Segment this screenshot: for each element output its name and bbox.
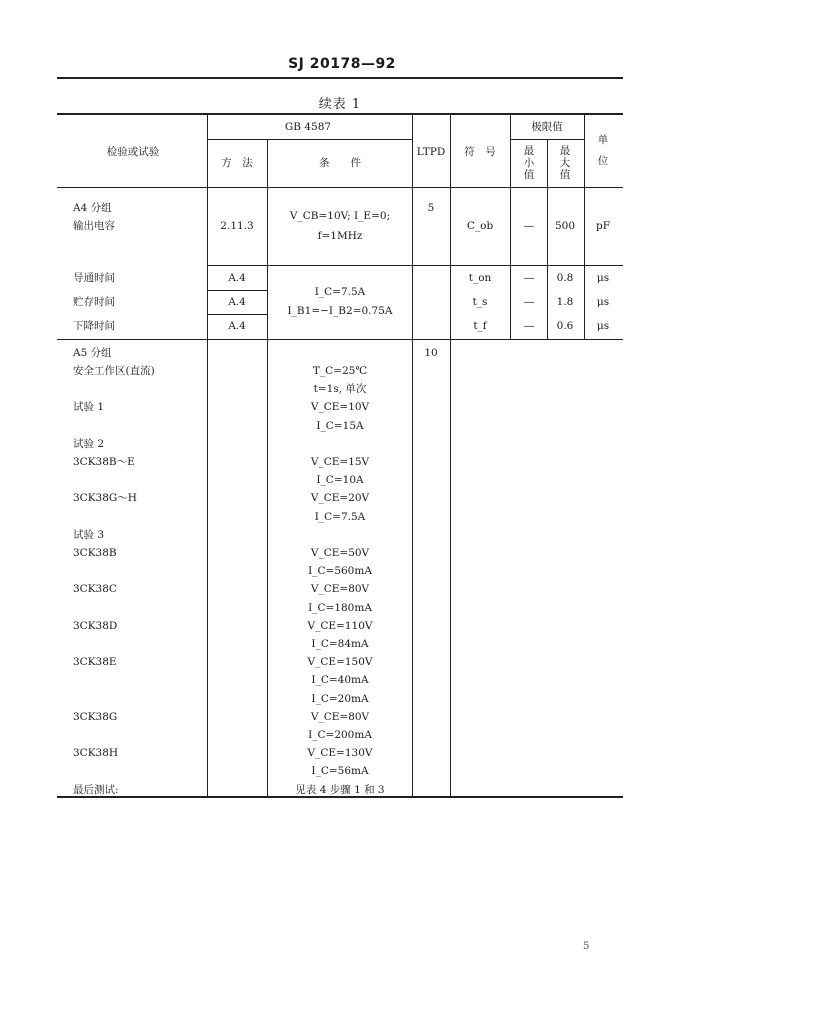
a5-condition: I_C=56mA — [311, 765, 369, 777]
a5-condition: I_C=180mA — [308, 602, 372, 614]
switch-item-fall: 下降时间 — [73, 320, 115, 332]
col-sep-ltpd — [412, 113, 413, 796]
a5-item-label: 试验 3 — [73, 529, 105, 541]
switch-unit-on: μs — [596, 272, 610, 284]
a5-ltpd: 10 — [424, 347, 438, 359]
a5-condition: 见表 4 步骤 1 和 3 — [295, 784, 385, 796]
a5-condition: V_CE=80V — [310, 711, 370, 723]
a5-item-label: 3CK38H — [73, 747, 119, 759]
a5-item-label: 3CK38C — [73, 583, 117, 595]
a5-item-label: 试验 1 — [73, 401, 105, 413]
a5-condition: t=1s, 单次 — [313, 383, 367, 395]
switch-max-fall: 0.6 — [556, 320, 574, 332]
a5-condition: I_C=200mA — [308, 729, 372, 741]
col-head-symbol: 符 号 — [464, 146, 496, 158]
a5-condition: I_C=7.5A — [314, 511, 366, 523]
switch-symbol-fall: t_f — [473, 320, 487, 332]
switch-max-storage: 1.8 — [556, 296, 574, 308]
a5-item-label: 3CK38B — [73, 547, 117, 559]
col-head-gb: GB 4587 — [284, 121, 332, 133]
switch-item-storage: 贮存时间 — [73, 296, 115, 308]
switch-method-fall: A.4 — [228, 320, 246, 332]
col-head-unit-2: 位 — [597, 155, 609, 167]
a5-item-label: 试验 2 — [73, 438, 105, 450]
switch-row-rule-2 — [207, 314, 267, 315]
table-head-rule — [57, 187, 623, 188]
switch-symbol-on: t_on — [468, 272, 492, 284]
a5-condition: V_CE=10V — [310, 401, 370, 413]
col-head-min-3: 值 — [523, 169, 535, 181]
a4-min: — — [523, 220, 535, 232]
a5-condition: T_C=25℃ — [312, 365, 368, 377]
a4-symbol: C_ob — [466, 220, 494, 232]
a4-method: 2.11.3 — [220, 220, 254, 232]
col-head-item: 检验或试验 — [106, 146, 160, 158]
a5-condition: V_CE=130V — [307, 747, 373, 759]
a5-item-label: 3CK38B～E — [73, 456, 135, 468]
a4-group-label: A4 分组 — [73, 202, 112, 214]
col-head-unit-1: 单 — [597, 134, 609, 146]
switch-unit-storage: μs — [596, 296, 610, 308]
a5-item-label: 3CK38D — [73, 620, 118, 632]
a4-item-label: 输出电容 — [73, 220, 115, 232]
col-head-max-3: 值 — [559, 169, 571, 181]
header-rule — [57, 77, 623, 79]
a4-condition-2: f=1MHz — [317, 230, 363, 242]
document-number: SJ 20178—92 — [288, 56, 396, 72]
switch-row-rule-1 — [207, 290, 267, 291]
col-head-condition: 条 件 — [319, 157, 361, 169]
col-head-max-2: 大 — [559, 157, 571, 169]
a5-condition: I_C=20mA — [311, 693, 369, 705]
a5-condition: V_CE=150V — [307, 656, 373, 668]
a5-condition: I_C=10A — [316, 474, 364, 486]
col-head-method: 方 法 — [221, 157, 253, 169]
a4-ltpd: 5 — [427, 202, 435, 214]
switch-item-on: 导通时间 — [73, 272, 115, 284]
col-head-limit: 极限值 — [531, 121, 563, 133]
a5-item-label: 3CK38E — [73, 656, 117, 668]
switch-method-storage: A.4 — [228, 296, 246, 308]
a5-item-label: 3CK38G～H — [73, 492, 137, 504]
col-sep-condition — [267, 139, 268, 796]
table-top-rule — [57, 113, 623, 115]
switch-min-on: — — [523, 272, 535, 284]
a5-item-label: 3CK38G — [73, 711, 118, 723]
switch-top-rule — [207, 265, 623, 266]
switch-method-on: A.4 — [228, 272, 246, 284]
a5-condition: V_CE=80V — [310, 583, 370, 595]
a4-bottom-rule — [57, 339, 623, 340]
a5-condition: V_CE=15V — [310, 456, 370, 468]
a5-condition: I_C=560mA — [308, 565, 372, 577]
switch-condition-1: I_C=7.5A — [314, 286, 366, 298]
a5-group-label: A5 分组 — [73, 347, 112, 359]
col-sep-max — [547, 139, 548, 340]
a4-condition-1: V_CB=10V; I_E=0; — [289, 210, 391, 222]
a5-condition: I_C=84mA — [311, 638, 369, 650]
a5-condition: V_CE=50V — [310, 547, 370, 559]
switch-max-on: 0.8 — [556, 272, 574, 284]
a4-unit: pF — [595, 220, 611, 232]
a4-max: 500 — [554, 220, 576, 232]
a5-condition: I_C=40mA — [311, 674, 369, 686]
col-sep-symbol — [450, 113, 451, 796]
switch-min-storage: — — [523, 296, 535, 308]
gb-rule — [207, 139, 412, 140]
col-sep-min — [510, 113, 511, 340]
col-head-max-1: 最 — [559, 145, 571, 157]
switch-condition-2: I_B1=−I_B2=0.75A — [287, 305, 393, 317]
col-head-ltpd: LTPD — [416, 146, 446, 158]
a5-condition: V_CE=110V — [307, 620, 373, 632]
switch-symbol-storage: t_s — [472, 296, 488, 308]
a5-item-label: 安全工作区(直流) — [73, 365, 155, 377]
col-sep-method — [207, 113, 208, 796]
table-caption: 续表 1 — [318, 97, 362, 112]
a5-item-label: 最后测试: — [73, 784, 119, 796]
a5-condition: V_CE=20V — [310, 492, 370, 504]
page-number: 5 — [583, 941, 590, 952]
col-head-min-1: 最 — [523, 145, 535, 157]
switch-unit-fall: μs — [596, 320, 610, 332]
col-head-min-2: 小 — [523, 157, 535, 169]
col-sep-unit — [584, 113, 585, 340]
switch-min-fall: — — [523, 320, 535, 332]
a5-condition: I_C=15A — [316, 420, 364, 432]
